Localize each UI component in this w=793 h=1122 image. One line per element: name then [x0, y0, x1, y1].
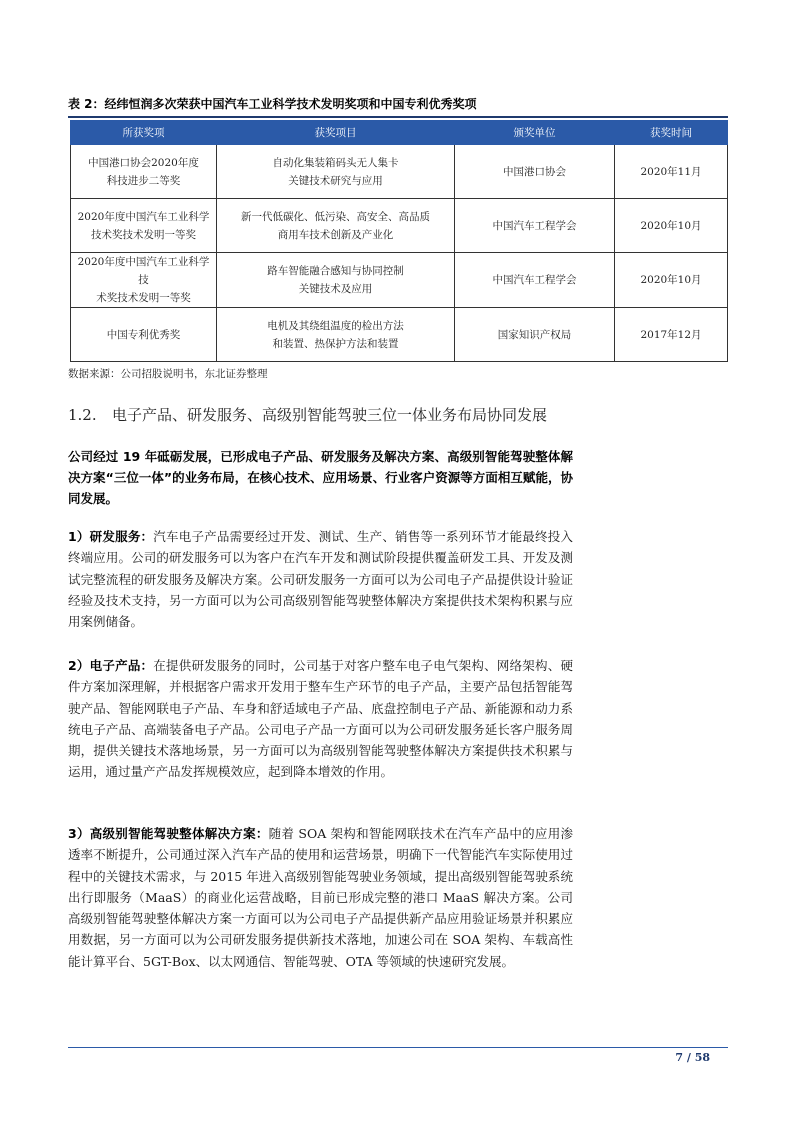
paragraph-lead: 3）高级别智能驾驶整体解决方案： [68, 826, 269, 841]
table-row [71, 145, 728, 199]
table-title: 表 2：经纬恒润多次荣获中国汽车工业科学技术发明奖项和中国专利优秀奖项 [68, 97, 477, 111]
cell-project: 新一代低碳化、低污染、高安全、高品质 商用车技术创新及产业化 [217, 199, 455, 253]
table-row [71, 308, 728, 362]
cell-date: 2020年10月 [615, 253, 728, 308]
section-heading [68, 404, 547, 425]
paragraph-electronic-products [68, 655, 573, 783]
section-number: 1.2. [68, 406, 97, 424]
cell-issuer: 中国汽车工程学会 [455, 199, 615, 253]
cell-project: 路车智能融合感知与协同控制 关键技术及应用 [217, 253, 455, 308]
table-row [71, 199, 728, 253]
summary-paragraph: 公司经过 19 年砥砺发展，已形成电子产品、研发服务及解决方案、高级别智能驾驶整体解决方案“三位一体”的业务布局，在核心技术、应用场景、行业客户资源等方面相互赋能，协同发展。 [68, 449, 573, 506]
cell-project: 自动化集装箱码头无人集卡 关键技术研究与应用 [217, 145, 455, 199]
table-title-rule [68, 116, 728, 118]
cell-date: 2020年11月 [615, 145, 728, 199]
awards-table [70, 120, 728, 362]
cell-date: 2020年10月 [615, 199, 728, 253]
paragraph-autonomous-driving [68, 823, 573, 972]
page-number: 7 / 58 [675, 1051, 710, 1064]
cell-award: 中国港口协会2020年度 科技进步二等奖 [71, 145, 217, 199]
paragraph-research-services [68, 526, 573, 632]
header-issuer: 颁奖单位 [455, 121, 615, 145]
paragraph-lead: 2）电子产品： [68, 658, 154, 673]
paragraph-body: 在提供研发服务的同时，公司基于对客户整车电子电气架构、网络架构、硬件方案加深理解，并根据客户需求开发用于整车生产环节的电子产品，主要产品包括智能驾驶产品、智能网联电子产品、车身和舒适域电子产品、底盘控制电子产品、新能源和动力系统电子产品、高端装备电子产品。公司电子产品一方面可以为公司研发服务延长客户服务周期，提供关键技术落地场景，另一方面可以为高级别智能驾驶整体解决方案提供技术积累与运用，通过量产产品发挥规模效应，起到降本增效的作用。 [68, 658, 573, 780]
paragraph-lead: 1）研发服务： [68, 529, 154, 544]
cell-award: 中国专利优秀奖 [71, 308, 217, 362]
section-title: 电子产品、研发服务、高级别智能驾驶三位一体业务布局协同发展 [112, 406, 548, 424]
header-date: 获奖时间 [615, 121, 728, 145]
cell-award: 2020年度中国汽车工业科学 技术奖技术发明一等奖 [71, 199, 217, 253]
cell-project: 电机及其绕组温度的检出方法 和装置、热保护方法和装置 [217, 308, 455, 362]
cell-issuer: 国家知识产权局 [455, 308, 615, 362]
header-award: 所获奖项 [71, 121, 217, 145]
header-project: 获奖项目 [217, 121, 455, 145]
cell-issuer: 中国汽车工程学会 [455, 253, 615, 308]
paragraph-body: 汽车电子产品需要经过开发、测试、生产、销售等一系列环节才能最终投入终端应用。公司的研发服务可以为客户在汽车开发和测试阶段提供覆盖研发工具、开发及测试完整流程的研发服务及解决方案。公司研发服务一方面可以为公司电子产品提供设计验证经验及技术支持，另一方面可以为公司高级别智能驾驶整体解决方案提供技术架构积累与应用案例储备。 [68, 529, 573, 630]
cell-award: 2020年度中国汽车工业科学技 术奖技术发明一等奖 [71, 253, 217, 308]
table-header-row [71, 121, 728, 145]
data-source-note: 数据来源：公司招股说明书，东北证券整理 [68, 368, 268, 380]
paragraph-body: 随着 SOA 架构和智能网联技术在汽车产品中的应用渗透率不断提升，公司通过深入汽车产品的使用和运营场景，明确下一代智能汽车实际使用过程中的关键技术需求，与 2015 年进入高级别智能驾驶业务领域，提出高级别智能驾驶系统出行即服务（MaaS）的商业化运营战略，目前已形成完整的港口 MaaS 解决方案。公司高级别智能驾驶整体解决方案一方面可以为公司电子产品提供新产品应用验证场景并积累应用数据，另一方面可以为公司研发服务提供新技术落地，加速公司在 SOA 架构、车载高性能计算平台、5GT-Box、以太网通信、智能驾驶、OTA 等领域的快速研究发展。 [68, 826, 573, 969]
footer-rule [68, 1047, 728, 1048]
table-row [71, 253, 728, 308]
cell-date: 2017年12月 [615, 308, 728, 362]
cell-issuer: 中国港口协会 [455, 145, 615, 199]
